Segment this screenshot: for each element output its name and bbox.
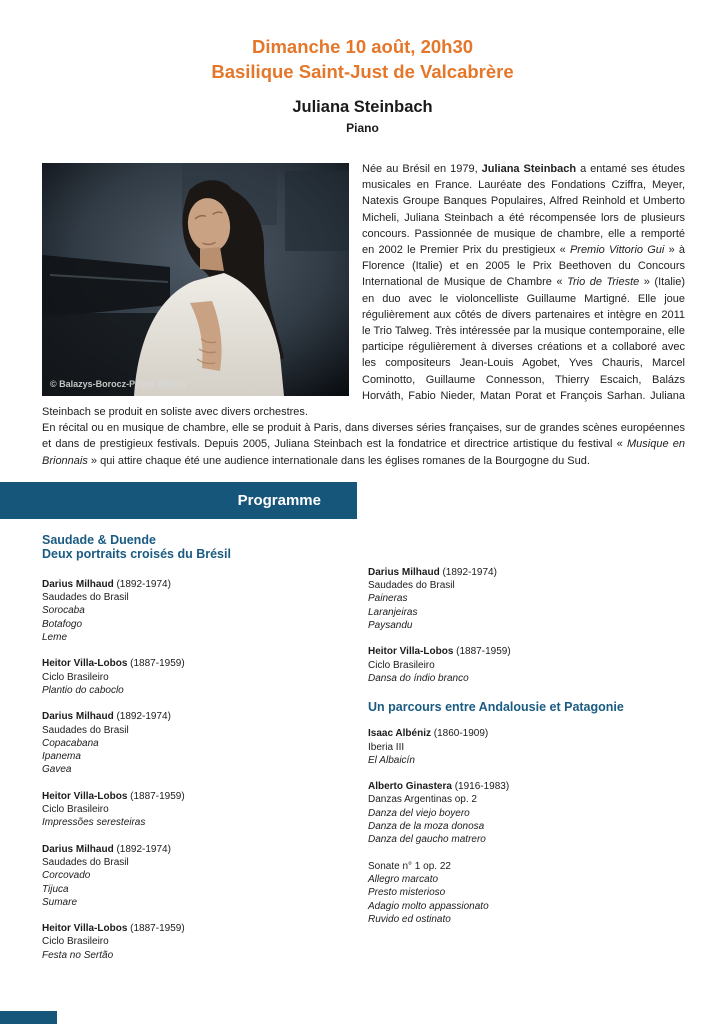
right-groups-container-1 (368, 566, 687, 685)
programme-banner-label: Programme (237, 491, 321, 509)
piece-title: Tijuca (42, 883, 69, 895)
programme-group (368, 780, 687, 846)
piece-title: Paineras (368, 593, 408, 605)
bio-text: a entamé ses études musicales en France. Lauréate des Fondations Cziffra, Meyer, Natexis Groupe Banques Populaires, Alfred Reinhold et Umberto Micheli, Juliana Steinbach a été récompensée lors de plusieurs concours. Passionnée de musique de chambre, elle a remporté en 2002 le Premier Prix du prestigieux « (362, 163, 685, 257)
programme-group (368, 566, 687, 632)
work-title: Saudades do Brasil (368, 580, 455, 592)
event-date: Dimanche 10 août, 20h30 (251, 36, 474, 57)
composer-line: Heitor Villa-Lobos (1887-1959) (42, 923, 185, 935)
piece-title: Plantio do caboclo (42, 684, 124, 696)
page-header (0, 0, 725, 136)
composer-line: Heitor Villa-Lobos (1887-1959) (368, 646, 511, 658)
piece-title: Danza del viejo boyero (368, 807, 470, 819)
programme-right-column (368, 533, 687, 975)
composer-name: Isaac Albéniz (368, 728, 431, 740)
composer-line: Heitor Villa-Lobos (1887-1959) (42, 790, 185, 802)
bio-bold-name: Juliana Steinbach (481, 163, 577, 175)
bio-text: En récital ou en musique de chambre, elle se produit à Paris, dans diverses séries françaises, sur de grandes scènes européennes et dans de prestigieux festivals. Depuis 2005, Juliana Steinbach est la fondatrice et directrice artistique du festival « (42, 422, 685, 451)
bio-text: » qui attire chaque été une audience internationale dans les églises romanes de la Bourgogne du Sud. (87, 454, 590, 467)
bio-text: » (Italie) en duo avec le violoncelliste Guillaume Martigné. Elle joue régulièrement aux côtés de divers partenaires et intègre en 2011 le Trio Talweg. Très intéressée par la musique contemporaine, elle participe régulièrement à diverses créations et a collaboré avec les compositeurs Jean-Louis Agobet, Yves Chauris, Marcel Cominotto, Guillaume Connesson, Thierry Escaich, Balázs Horváth, Fabio Nieder, Matan Porat et François Sarhan. Juliana Steinbach se produit en soliste avec divers orchestres. (42, 276, 685, 419)
composer-name: Heitor Villa-Lobos (42, 658, 128, 670)
programme-group (368, 645, 687, 685)
left-groups-container (42, 578, 368, 962)
bio-paragraph-2 (42, 420, 685, 469)
piece-title: Danza de la moza donosa (368, 821, 485, 833)
programme-group (42, 657, 368, 697)
programme-group (368, 860, 687, 926)
programme-group (42, 578, 368, 644)
work-title: Ciclo Brasileiro (42, 671, 109, 683)
programme-banner (0, 482, 357, 519)
work-title: Ciclo Brasileiro (42, 936, 109, 948)
composer-line: Darius Milhaud (1892-1974) (42, 578, 171, 590)
piece-title: Laranjeiras (368, 606, 418, 618)
composer-name: Heitor Villa-Lobos (42, 790, 128, 802)
section-heading-bresil (42, 533, 368, 561)
piece-title: Corcovado (42, 870, 91, 882)
programme-group (42, 790, 368, 830)
work-title: Ciclo Brasileiro (368, 659, 435, 671)
artist-photo (42, 163, 349, 396)
work-title: Ciclo Brasileiro (42, 804, 109, 816)
piece-title: Copacabana (42, 737, 99, 749)
composer-name: Alberto Ginastera (368, 781, 452, 793)
biography-section (42, 161, 685, 469)
work-title: Iberia III (368, 741, 405, 753)
work-title: Saudades do Brasil (42, 724, 129, 736)
piece-title: Impressões seresteiras (42, 817, 146, 829)
event-venue: Basilique Saint-Just de Valcabrère (211, 61, 514, 82)
artist-instrument: Piano (346, 121, 379, 135)
programme-group (42, 843, 368, 909)
composer-line: Isaac Albéniz (1860-1909) (368, 728, 489, 740)
bio-italic-title: Trio de Trieste (567, 276, 640, 289)
bio-text: » à Florence (Italie) et en 2005 le Prix Beethoven du Concours International de Musique de Chambre « (362, 244, 686, 289)
bio-italic-title: Premio Vittorio Gui (569, 244, 665, 257)
composer-name: Darius Milhaud (42, 711, 114, 723)
section-heading-andalousie: Un parcours entre Andalousie et Patagonie (368, 700, 624, 715)
piece-title: Ruvido ed ostinato (368, 913, 451, 925)
piece-title: Festa no Sertão (42, 949, 114, 961)
work-title: Danzas Argentinas op. 2 (368, 794, 477, 806)
section-heading-line: Saudade & Duende (42, 532, 156, 547)
programme-group (368, 727, 687, 767)
piece-title: El Albaicín (368, 754, 415, 766)
right-groups-container-2 (368, 727, 687, 926)
work-title: Saudades do Brasil (42, 592, 129, 604)
programme-section (0, 519, 725, 975)
work-title: Sonate n° 1 op. 22 (368, 860, 451, 872)
photo-credit: © Balazys-Borocz-Pilvax Studio (50, 379, 186, 389)
piece-title: Dansa do índio branco (368, 672, 469, 684)
composer-name: Darius Milhaud (42, 843, 114, 855)
piece-title: Gavea (42, 764, 72, 776)
piece-title: Botafogo (42, 618, 83, 630)
bio-italic-title: Musique en Brionnais (42, 438, 685, 467)
piece-title: Sorocaba (42, 605, 85, 617)
piece-title: Presto misterioso (368, 887, 446, 899)
composer-name: Darius Milhaud (42, 578, 114, 590)
piece-title: Danza del gaucho matrero (368, 834, 486, 846)
composer-name: Darius Milhaud (368, 566, 440, 578)
footer-corner-band (0, 1011, 57, 1024)
piece-title: Paysandu (368, 620, 413, 632)
piece-title: Adagio molto appassionato (368, 900, 489, 912)
composer-line: Darius Milhaud (1892-1974) (42, 843, 171, 855)
composer-name: Heitor Villa-Lobos (368, 646, 454, 658)
composer-line: Darius Milhaud (1892-1974) (42, 711, 171, 723)
bio-text: Née au Brésil en 1979, (362, 163, 482, 175)
work-title: Saudades do Brasil (42, 856, 129, 868)
neck-shape (200, 247, 224, 271)
section-heading-line: Deux portraits croisés du Brésil (42, 546, 231, 561)
programme-left-column (42, 533, 368, 975)
piece-title: Ipanema (42, 751, 81, 763)
composer-line: Darius Milhaud (1892-1974) (368, 566, 497, 578)
composer-line: Heitor Villa-Lobos (1887-1959) (42, 658, 185, 670)
artist-name: Juliana Steinbach (292, 98, 433, 116)
programme-group (42, 922, 368, 962)
piece-title: Sumare (42, 896, 78, 908)
programme-group (42, 710, 368, 776)
composer-name: Heitor Villa-Lobos (42, 923, 128, 935)
composer-line: Alberto Ginastera (1916-1983) (368, 781, 510, 793)
piece-title: Leme (42, 632, 68, 644)
piece-title: Allegro marcato (368, 873, 439, 885)
